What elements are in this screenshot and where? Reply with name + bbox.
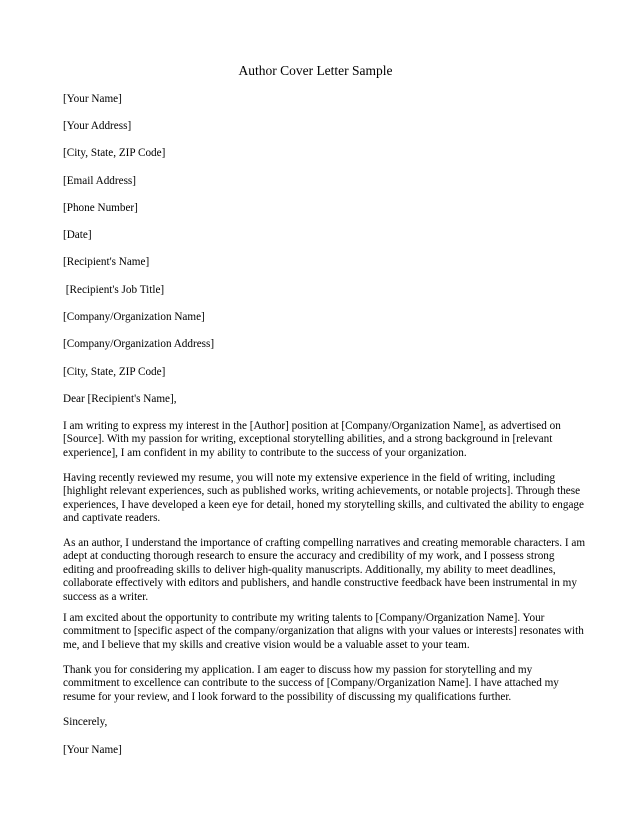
paragraph-line: [highlight relevant experiences, such as published works, writing achievements, or notable projects]. Through these — [63, 485, 581, 498]
body-paragraph-1 — [63, 420, 573, 460]
recipient-company-address: [Company/Organization Address] — [63, 338, 215, 350]
paragraph-line: editing and proofreading skills to deliver high-quality manuscripts. Additionally, my ability to meet deadlines, — [63, 563, 556, 576]
salutation: Dear [Recipient's Name], — [63, 393, 177, 405]
paragraph-line: commitment to [specific aspect of the company/organization that aligns with your values or interests] resonates with — [63, 625, 584, 638]
paragraph-line: experience], I am confident in my ability to contribute to the success of your organization. — [63, 446, 467, 459]
document-title: Author Cover Letter Sample — [238, 63, 393, 78]
paragraph-line: adept at conducting thorough research to ensure the accuracy and credibility of my work, and I possess strong — [63, 550, 555, 563]
sender-address: [Your Address] — [63, 120, 132, 132]
paragraph-line: I am excited about the opportunity to contribute my writing talents to [Company/Organization Name]. Your — [63, 612, 545, 624]
body-paragraph-2 — [63, 472, 584, 526]
sender-city-state-zip: [City, State, ZIP Code] — [63, 147, 166, 159]
sender-email: [Email Address] — [63, 175, 137, 187]
paragraph-line: experiences, I have developed a keen eye for detail, honed my storytelling skills, and cultivated the ability to engage — [63, 498, 584, 511]
recipient-company-name: [Company/Organization Name] — [63, 311, 205, 323]
recipient-job-title: [Recipient's Job Title] — [63, 284, 165, 296]
signature-name: [Your Name] — [63, 744, 122, 756]
sender-phone: [Phone Number] — [63, 202, 138, 214]
sender-name: [Your Name] — [63, 93, 122, 105]
paragraph-line: collaborate effectively with editors and publishers, and handle constructive feedback have been instrumental in my — [63, 577, 577, 590]
paragraph-line: commitment to excellence can contribute to the success of [Company/Organization Name]. I have attached my — [63, 677, 559, 690]
body-paragraph-4 — [63, 612, 584, 652]
paragraph-line: resume for your review, and I look forward to the possibility of discussing my qualifications further. — [63, 690, 512, 703]
recipient-name: [Recipient's Name] — [63, 256, 150, 268]
paragraph-line: and captivate readers. — [63, 512, 161, 525]
paragraph-line: As an author, I understand the importance of crafting compelling narratives and creating memorable characters. I am — [63, 537, 586, 549]
paragraph-line: I am writing to express my interest in the [Author] position at [Company/Organization Name], as advertised on — [63, 420, 561, 432]
letter-date: [Date] — [63, 229, 92, 241]
closing: Sincerely, — [63, 716, 108, 728]
paragraph-line: [Source]. With my passion for writing, exceptional storytelling abilities, and a strong background in [relevant — [63, 433, 553, 446]
recipient-city-state-zip: [City, State, ZIP Code] — [63, 366, 166, 378]
body-paragraph-5 — [63, 664, 573, 704]
paragraph-line: Having recently reviewed my resume, you will note my extensive experience in the field of writing, including — [63, 472, 556, 484]
paragraph-line: success as a writer. — [63, 590, 149, 603]
body-paragraph-3 — [63, 537, 586, 604]
paragraph-line: Thank you for considering my application. I am eager to discuss how my passion for storytelling and my — [63, 664, 533, 676]
paragraph-line: me, and I believe that my skills and creative vision would be a valuable asset to your team. — [63, 638, 470, 651]
